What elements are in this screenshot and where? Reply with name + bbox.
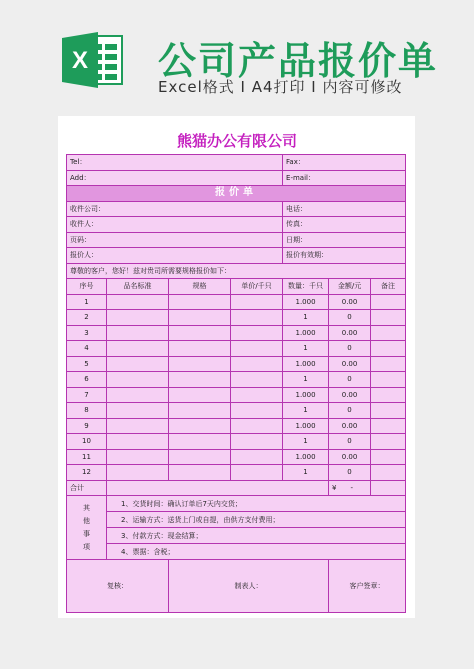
remark-cell[interactable] [371, 356, 406, 372]
svg-text:X: X [71, 47, 89, 74]
fax-number-field[interactable]: 传真： [283, 217, 406, 233]
email-field[interactable]: E-mail： [283, 170, 406, 186]
row-number: 5 [67, 356, 107, 372]
remark-cell[interactable] [371, 449, 406, 465]
unit-price-cell[interactable] [231, 387, 283, 403]
recipient-company-field[interactable]: 收件公司： [67, 201, 283, 217]
unit-price-cell[interactable] [231, 434, 283, 450]
term-item[interactable]: 2、运输方式：送货上门或自提，由供方支付费用； [107, 512, 406, 528]
total-label: 合计 [67, 480, 107, 496]
quantity-cell[interactable]: 1 [283, 403, 329, 419]
quantity-cell[interactable]: 1.000 [283, 356, 329, 372]
table-row [67, 387, 406, 403]
currency-symbol: ¥ [332, 483, 337, 492]
product-name-cell[interactable] [107, 418, 169, 434]
unit-price-cell[interactable] [231, 418, 283, 434]
quantity-cell[interactable]: 1 [283, 372, 329, 388]
row-number: 3 [67, 325, 107, 341]
spec-cell[interactable] [169, 325, 231, 341]
remark-cell[interactable] [371, 434, 406, 450]
column-header-row [67, 279, 406, 295]
amount-cell[interactable]: 0 [329, 341, 371, 357]
unit-price-cell[interactable] [231, 310, 283, 326]
product-name-cell[interactable] [107, 465, 169, 481]
spec-cell[interactable] [169, 372, 231, 388]
column-header: 备注 [371, 279, 406, 295]
product-name-cell[interactable] [107, 325, 169, 341]
spec-cell[interactable] [169, 341, 231, 357]
quantity-cell[interactable]: 1 [283, 434, 329, 450]
column-header: 序号 [67, 279, 107, 295]
address-field[interactable]: Add： [67, 170, 283, 186]
total-value: - [350, 483, 354, 492]
quantity-cell[interactable]: 1.000 [283, 418, 329, 434]
column-header: 品名标准 [107, 279, 169, 295]
product-name-cell[interactable] [107, 310, 169, 326]
amount-cell[interactable]: 0.00 [329, 449, 371, 465]
quantity-cell[interactable]: 1 [283, 341, 329, 357]
quoter-field[interactable]: 报价人： [67, 248, 283, 264]
amount-cell[interactable]: 0 [329, 434, 371, 450]
table-row [67, 294, 406, 310]
table-row [67, 372, 406, 388]
table-row [67, 356, 406, 372]
spec-cell[interactable] [169, 356, 231, 372]
customer-signature[interactable]: 客户签章： [329, 560, 406, 613]
row-number: 1 [67, 294, 107, 310]
spec-cell[interactable] [169, 418, 231, 434]
unit-price-cell[interactable] [231, 341, 283, 357]
signature-row [67, 560, 406, 613]
total-remark[interactable] [371, 480, 406, 496]
tel-field[interactable]: Tel： [67, 155, 283, 171]
amount-cell[interactable]: 0.00 [329, 418, 371, 434]
unit-price-cell[interactable] [231, 356, 283, 372]
quantity-cell[interactable]: 1.000 [283, 387, 329, 403]
amount-cell[interactable]: 0 [329, 372, 371, 388]
column-header: 数量：千只 [283, 279, 329, 295]
amount-cell[interactable]: 0 [329, 465, 371, 481]
spec-cell[interactable] [169, 434, 231, 450]
unit-price-cell[interactable] [231, 372, 283, 388]
recipient-field[interactable]: 收件人： [67, 217, 283, 233]
table-row [67, 449, 406, 465]
template-header [0, 0, 474, 112]
product-name-cell[interactable] [107, 356, 169, 372]
unit-price-cell[interactable] [231, 294, 283, 310]
row-number: 6 [67, 372, 107, 388]
column-header: 单价/千只 [231, 279, 283, 295]
remark-cell[interactable] [371, 418, 406, 434]
amount-cell[interactable]: 0 [329, 403, 371, 419]
quantity-cell[interactable]: 1.000 [283, 449, 329, 465]
unit-price-cell[interactable] [231, 403, 283, 419]
term-item[interactable]: 3、付款方式：现金结算； [107, 528, 406, 544]
row-number: 11 [67, 449, 107, 465]
page-number-field[interactable]: 页码： [67, 232, 283, 248]
column-header: 规格 [169, 279, 231, 295]
quantity-cell[interactable]: 1 [283, 465, 329, 481]
row-number: 8 [67, 403, 107, 419]
product-name-cell[interactable] [107, 434, 169, 450]
product-name-cell[interactable] [107, 449, 169, 465]
excel-icon [62, 30, 124, 90]
term-item[interactable]: 4、票据：含税； [107, 544, 406, 560]
column-header: 金额/元 [329, 279, 371, 295]
row-number: 9 [67, 418, 107, 434]
review-signature[interactable]: 复核： [67, 560, 169, 613]
spec-cell[interactable] [169, 449, 231, 465]
term-item[interactable]: 1、交货时间：确认订单后7天内交货； [107, 496, 406, 512]
validity-field[interactable]: 报价有效期： [283, 248, 406, 264]
spec-cell[interactable] [169, 465, 231, 481]
amount-cell[interactable]: 0 [329, 310, 371, 326]
table-row [67, 434, 406, 450]
remark-cell[interactable] [371, 403, 406, 419]
unit-price-cell[interactable] [231, 465, 283, 481]
phone-field[interactable]: 电话： [283, 201, 406, 217]
amount-cell[interactable]: 0.00 [329, 356, 371, 372]
table-row [67, 341, 406, 357]
remark-cell[interactable] [371, 325, 406, 341]
amount-cell[interactable]: 0.00 [329, 387, 371, 403]
company-name: 熊猫办公有限公司 [176, 132, 297, 150]
date-field[interactable]: 日期： [283, 232, 406, 248]
table-row [67, 325, 406, 341]
spec-cell[interactable] [169, 403, 231, 419]
unit-price-cell[interactable] [231, 325, 283, 341]
maker-signature[interactable]: 制表人： [169, 560, 329, 613]
product-name-cell[interactable] [107, 387, 169, 403]
page-subtitle: Excel格式 I A4打印 I 内容可修改 [158, 78, 403, 96]
table-row [67, 418, 406, 434]
spec-cell[interactable] [169, 310, 231, 326]
total-row [67, 480, 406, 496]
remark-cell[interactable] [371, 294, 406, 310]
row-number: 10 [67, 434, 107, 450]
row-number: 2 [67, 310, 107, 326]
other-items-label-text: 其 他 事 项 [83, 503, 90, 551]
total-spacer [107, 480, 329, 496]
quote-title: 报价单 [67, 186, 406, 202]
amount-cell[interactable]: 0.00 [329, 325, 371, 341]
remark-cell[interactable] [371, 310, 406, 326]
remark-cell[interactable] [371, 372, 406, 388]
spec-cell[interactable] [169, 294, 231, 310]
remark-cell[interactable] [371, 341, 406, 357]
total-amount[interactable] [329, 480, 371, 496]
unit-price-cell[interactable] [231, 449, 283, 465]
quantity-cell[interactable]: 1.000 [283, 294, 329, 310]
row-number: 12 [67, 465, 107, 481]
product-name-cell[interactable] [107, 372, 169, 388]
product-name-cell[interactable] [107, 294, 169, 310]
table-row [67, 310, 406, 326]
spec-cell[interactable] [169, 387, 231, 403]
amount-cell[interactable]: 0.00 [329, 294, 371, 310]
remark-cell[interactable] [371, 387, 406, 403]
product-name-cell[interactable] [107, 403, 169, 419]
quantity-cell[interactable]: 1.000 [283, 325, 329, 341]
quantity-cell[interactable]: 1 [283, 310, 329, 326]
fax-field[interactable]: Fax： [283, 155, 406, 171]
quote-table [66, 154, 406, 613]
other-items-label [67, 496, 107, 560]
row-number: 7 [67, 387, 107, 403]
greeting-text: 尊敬的客户，您好！兹对贵司所需要规格报价如下： [67, 263, 406, 279]
page-title: 公司产品报价单 [158, 39, 439, 83]
row-number: 4 [67, 341, 107, 357]
table-row [67, 465, 406, 481]
product-name-cell[interactable] [107, 341, 169, 357]
table-row [67, 403, 406, 419]
remark-cell[interactable] [371, 465, 406, 481]
